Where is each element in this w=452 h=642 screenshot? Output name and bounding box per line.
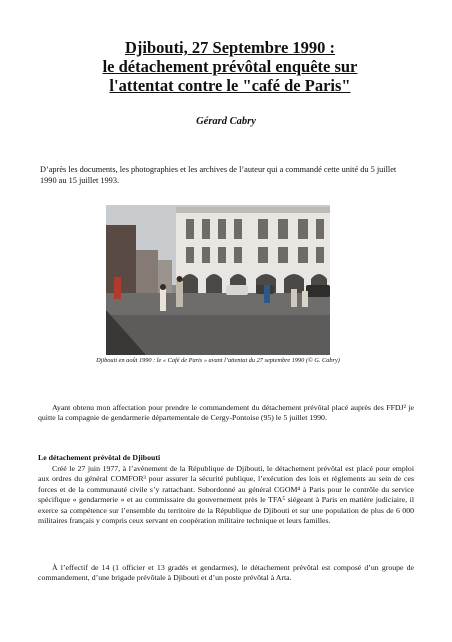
title-line-2: le détachement prévôtal enquête sur xyxy=(102,57,358,76)
intro-paragraph: D’après les documents, les photographies et les archives de l’auteur qui a commandé cette unité du 5 juillet 1990 au 15 juillet 1993. xyxy=(40,165,397,185)
paragraph-composition: À l’effectif de 14 (1 officier et 13 gradés et gendarmes), le détachement prévôtal est composé d’un groupe de commandement, d’une brigade prévôtale à Djibouti et d’un poste prévôtal à Arta. xyxy=(38,563,414,583)
section-heading: Le détachement prévôtal de Djibouti xyxy=(38,453,161,462)
street-photo xyxy=(106,205,330,355)
street-photo-illustration xyxy=(106,205,330,355)
author-name: Gérard Cabry xyxy=(196,116,256,127)
title-line-1: Djibouti, 27 Septembre 1990 : xyxy=(124,38,336,57)
photo-caption: Djibouti en août 1990 : le « Café de Paris » avant l’attentat du 27 septembre 1990 (© G. Cabry) xyxy=(96,357,340,364)
paragraph-creation: Créé le 27 juin 1977, à l’avènement de la République de Djibouti, le détachement prévôtal est placé pour emploi aux ordres du général COMFOR³ pour assurer la sécurité publique, l’exécution des lois et règlements au sein de ces forces et de la communauté civile s’y rattachant. Subordonné au général CGOM⁴ à Paris pour le contrôle du service spécifique « gendarmerie » et au commissaire du gouvernement près le TFA⁵ siégeant à Paris en matière judiciaire, il exerce sa compétence sur l’ensemble du territoire de la République de Djibouti et sur une population de plus de 6 000 militaires français y compris ceux servant en coopération militaire technique et leurs familles. xyxy=(38,464,414,526)
paragraph-assignment: Ayant obtenu mon affectation pour prendre le commandement du détachement prévôtal placé auprès des FFDJ² je quitte la compagnie de gendarmerie départementale de Cergy-Pontoise (95) le 5 juillet 1990. xyxy=(38,403,414,423)
title-line-3: l'attentat contre le "café de Paris" xyxy=(109,76,351,95)
article-title xyxy=(40,38,420,95)
